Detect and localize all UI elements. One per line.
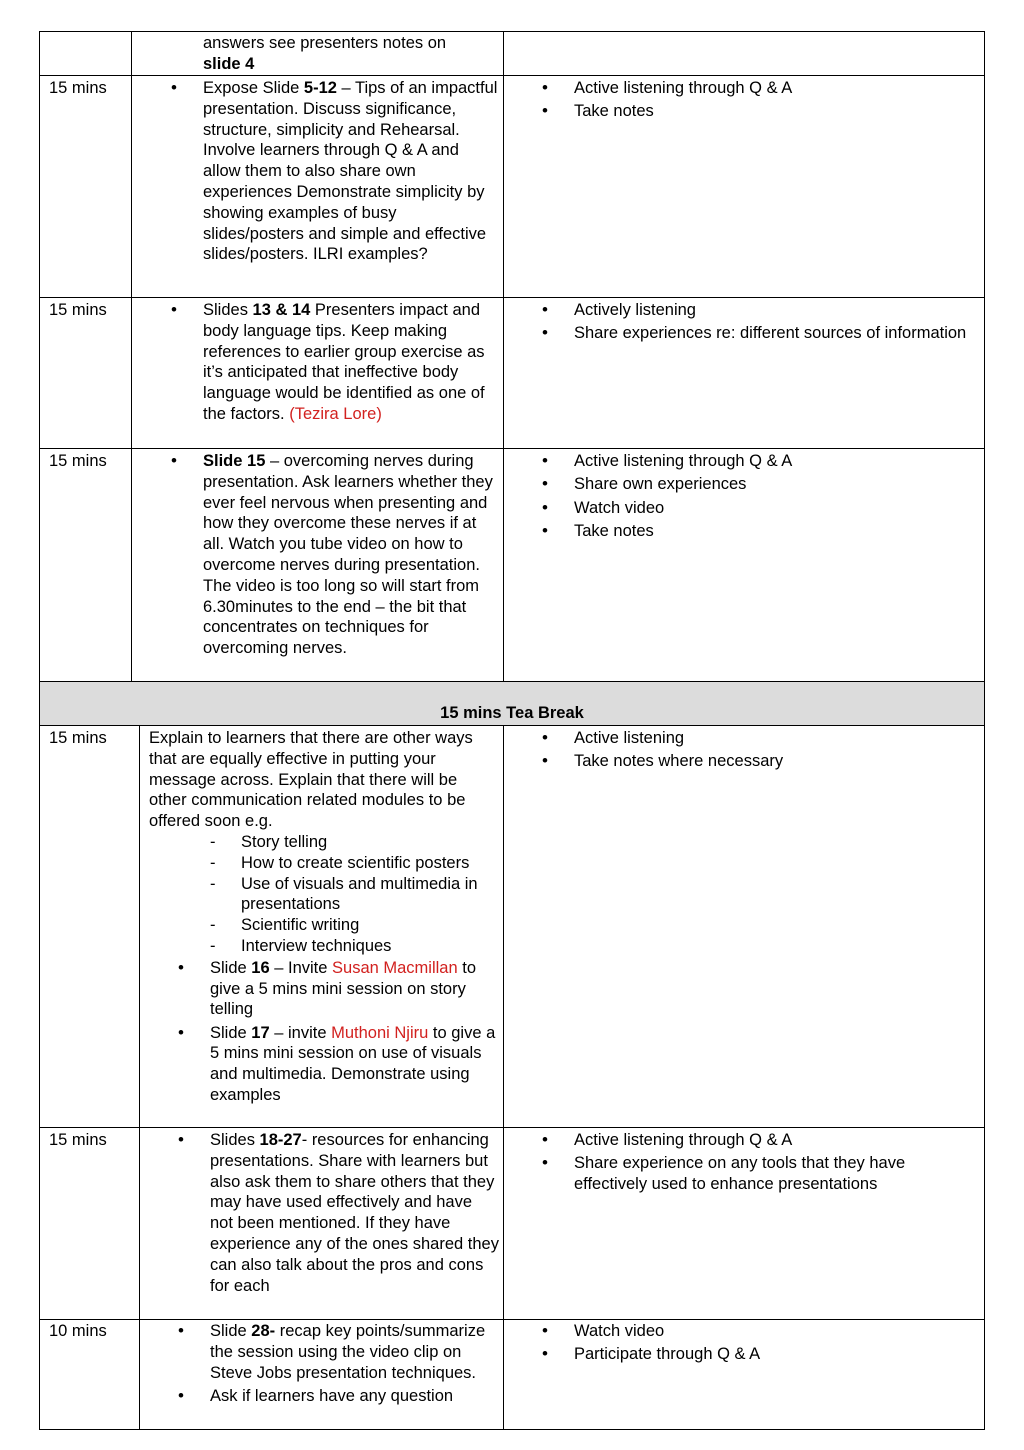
- learner-cell: [574, 451, 974, 542]
- activity-bullet: • Slide 17 – invite Muthoni Njiru to give a 5 mins mini session on use of visuals and multimedia. Demonstrate using examples: [210, 1023, 499, 1106]
- activity-bullet: • Slide 28- recap key points/summarize the session using the video clip on Steve Jobs presentation techniques.: [210, 1321, 499, 1383]
- activity-bullet: • Expose Slide 5-12 – Tips of an impactful presentation. Discuss significance, structure, simplicity and Rehearsal. Involve learners through Q & A and allow them to also share own experiences Demonstrate simplicity by showing examples of busy slides/posters and simple and effective slides/posters. ILRI examples?: [203, 78, 499, 265]
- time-cell: 15 mins: [49, 729, 107, 747]
- row-divider: [39, 1127, 985, 1128]
- activity-cell: [149, 728, 499, 1106]
- activity-text: answers see presenters notes on: [203, 34, 447, 52]
- activity-bullet: • Slide 15 – overcoming nerves during presentation. Ask learners whether they ever feel nervous when presenting and how they overcome these nerves if at all. Watch you tube video on how to overcome nerves during presentation. The video is too long so will start from 6.30minutes to the end – the bit that concentrates on techniques for overcoming nerves.: [203, 451, 499, 659]
- learner-activity-item: • Active listening through Q & A: [574, 451, 974, 472]
- presenter-name: (Tezira Lore): [289, 404, 382, 423]
- presenter-name: Susan Macmillan: [332, 958, 458, 977]
- module-item: - Interview techniques: [241, 936, 499, 957]
- table-left-border: [39, 31, 40, 1430]
- activity-cell: [203, 33, 499, 75]
- learner-cell: [574, 1321, 974, 1365]
- learner-activity-item: • Share own experiences: [574, 474, 974, 495]
- activity-cell: [210, 1321, 499, 1407]
- column-divider: [503, 31, 504, 682]
- activity-cell: [203, 300, 499, 425]
- presenter-name: Muthoni Njiru: [331, 1023, 429, 1042]
- learner-activity-item: • Share experience on any tools that they have effectively used to enhance presentations: [574, 1153, 974, 1195]
- learner-activity-item: • Active listening: [574, 728, 974, 749]
- table-top-border: [39, 31, 985, 32]
- learner-activity-item: • Share experiences re: different sources of information: [574, 323, 974, 344]
- module-item: - Use of visuals and multimedia in presentations: [241, 874, 499, 916]
- activity-cell: [210, 1130, 499, 1296]
- activity-bold-text: slide 4: [203, 54, 255, 73]
- module-item: - Scientific writing: [241, 915, 499, 936]
- column-divider: [139, 725, 140, 1430]
- learner-activity-item: • Take notes: [574, 521, 974, 542]
- learner-cell: [574, 300, 974, 344]
- learner-activity-item: • Participate through Q & A: [574, 1344, 974, 1365]
- learner-activity-item: • Take notes: [574, 101, 974, 122]
- activity-bullet: • Slide 16 – Invite Susan Macmillan to give a 5 mins mini session on story telling: [210, 958, 499, 1020]
- table-bottom-border: [39, 1429, 985, 1430]
- row-divider: [39, 75, 985, 76]
- row-divider: [39, 448, 985, 449]
- learner-cell: [574, 728, 974, 772]
- learner-cell: [574, 1130, 974, 1195]
- time-cell: 15 mins: [49, 452, 107, 470]
- time-cell: 15 mins: [49, 301, 107, 319]
- row-divider: [39, 725, 985, 726]
- activity-cell: [203, 78, 499, 265]
- activity-bullet: • Slides 13 & 14 Presenters impact and body language tips. Keep making references to earlier group exercise as it’s anticipated that ineffective body language would be identified as one of the factors. (Tezira Lore): [203, 300, 499, 425]
- column-divider: [131, 31, 132, 682]
- time-cell: 15 mins: [49, 1131, 107, 1149]
- learner-activity-item: • Actively listening: [574, 300, 974, 321]
- learner-cell: [574, 78, 974, 122]
- time-cell: 10 mins: [49, 1322, 107, 1340]
- learner-activity-item: • Take notes where necessary: [574, 751, 974, 772]
- column-divider: [503, 725, 504, 1430]
- tea-break-label: 15 mins Tea Break: [440, 704, 584, 722]
- learner-activity-item: • Active listening through Q & A: [574, 1130, 974, 1151]
- activity-cell: [203, 451, 499, 659]
- activity-intro: Explain to learners that there are other ways that are equally effective in putting your message across. Explain that there will be other communication related modules to be offered soon e.g.: [149, 729, 473, 831]
- time-cell: 15 mins: [49, 79, 107, 97]
- activity-bullet: • Ask if learners have any question: [210, 1386, 499, 1407]
- row-divider: [39, 297, 985, 298]
- learner-activity-item: • Active listening through Q & A: [574, 78, 974, 99]
- table-right-border: [984, 31, 985, 1430]
- learner-activity-item: • Watch video: [574, 498, 974, 519]
- learner-activity-item: • Watch video: [574, 1321, 974, 1342]
- module-item: - Story telling: [241, 832, 499, 853]
- module-item: - How to create scientific posters: [241, 853, 499, 874]
- row-divider: [39, 1319, 985, 1320]
- activity-bullet: • Slides 18-27- resources for enhancing presentations. Share with learners but also ask them to share others that they may have used effectively and have not been mentioned. If they have experience any of the ones shared they can also talk about the pros and cons for each: [210, 1130, 499, 1296]
